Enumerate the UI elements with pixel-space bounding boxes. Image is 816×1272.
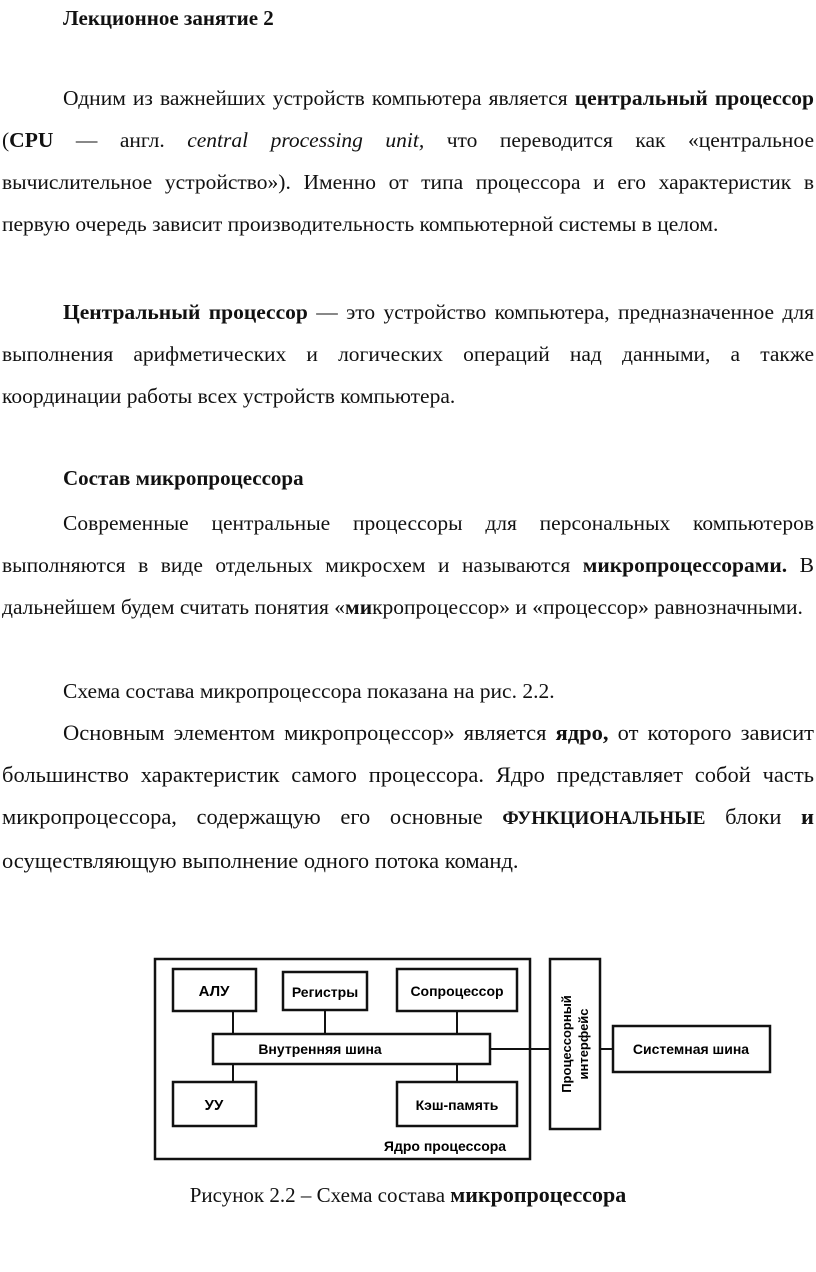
microprocessor-diagram [0, 950, 816, 1170]
caption-text: Рисунок 2.2 – Схема состава [189, 1183, 451, 1207]
cache-label: Кэш-память [415, 1097, 499, 1113]
term-english: central processing unit, [187, 128, 425, 152]
coprocessor-label: Сопроцессор [410, 983, 504, 999]
caption-bold: микропроцессора [450, 1182, 627, 1207]
text-run: блоки [705, 804, 802, 829]
cu-label: УУ [204, 1097, 224, 1114]
text-run: Одним из важнейших устройств компьютера является [63, 86, 575, 110]
text-run: осуществляющую выполнение одного потока команд. [2, 848, 519, 873]
text-run: ( [2, 128, 10, 152]
term-cpu: Центральный процессор [63, 300, 308, 324]
paragraph-core [2, 712, 814, 882]
term-core: ядро, [555, 720, 609, 745]
lecture-title: Лекционное занятие 2 [63, 6, 274, 30]
text-run: Современные центральные процессоры для персональных компьютеров выполняются в виде отдельных микросхем и называются [2, 511, 814, 577]
text-run: кропроцессор» и «процессор» равнозначными. [372, 595, 803, 619]
paragraph-cpu-intro [2, 77, 814, 245]
paragraph-figure-reference: Схема состава микропроцессора показана на рис. 2.2. [63, 679, 555, 703]
bold-fragment: и [801, 804, 814, 829]
term-microprocessors: микропроцессорами. [582, 553, 788, 577]
internal-bus-label: Внутренняя шина [258, 1041, 382, 1057]
bold-fragment: ми [345, 595, 373, 619]
processor-interface-label-line1: Процессорный [559, 995, 574, 1093]
alu-label: АЛУ [198, 983, 230, 1000]
term-functional: ФУНКЦИОНАЛЬНЫЕ [502, 808, 706, 829]
processor-interface-label-line2: интерфейс [576, 1008, 591, 1080]
text-run: — англ. [53, 128, 188, 152]
paragraph-microprocessors [2, 502, 814, 628]
text-run: что переводится как «центральное вычислительное устройство»). Именно от типа процессора и его характеристик в первую очередь зависит производительность компьютерной системы в целом. [2, 128, 814, 236]
processor-interface-block [550, 959, 600, 1129]
core-label: Ядро процессора [383, 1138, 507, 1154]
term-cpu-abbr: CPU [9, 128, 54, 152]
text-run: от которого зависит большинство характеристик самого процессора. Ядро представляет собой часть микропроцессора, содержащую его основные [2, 720, 814, 829]
section-heading: Состав микропроцессора [63, 466, 304, 490]
system-bus-label: Системная шина [632, 1041, 750, 1057]
paragraph-cpu-definition [2, 291, 814, 417]
term-cpu: центральный процессор [574, 86, 814, 110]
text-run: — это устройство компьютера, предназначенное для выполнения арифметических и логических операций над данными, а также координации работы всех устройств компьютера. [2, 300, 814, 408]
text-run: В дальнейшем будем считать понятия « [2, 553, 814, 619]
text-run: Основным элементом микропроцессор» является [63, 720, 556, 745]
figure-caption [0, 1182, 816, 1208]
registers-label: Регистры [291, 984, 359, 1000]
